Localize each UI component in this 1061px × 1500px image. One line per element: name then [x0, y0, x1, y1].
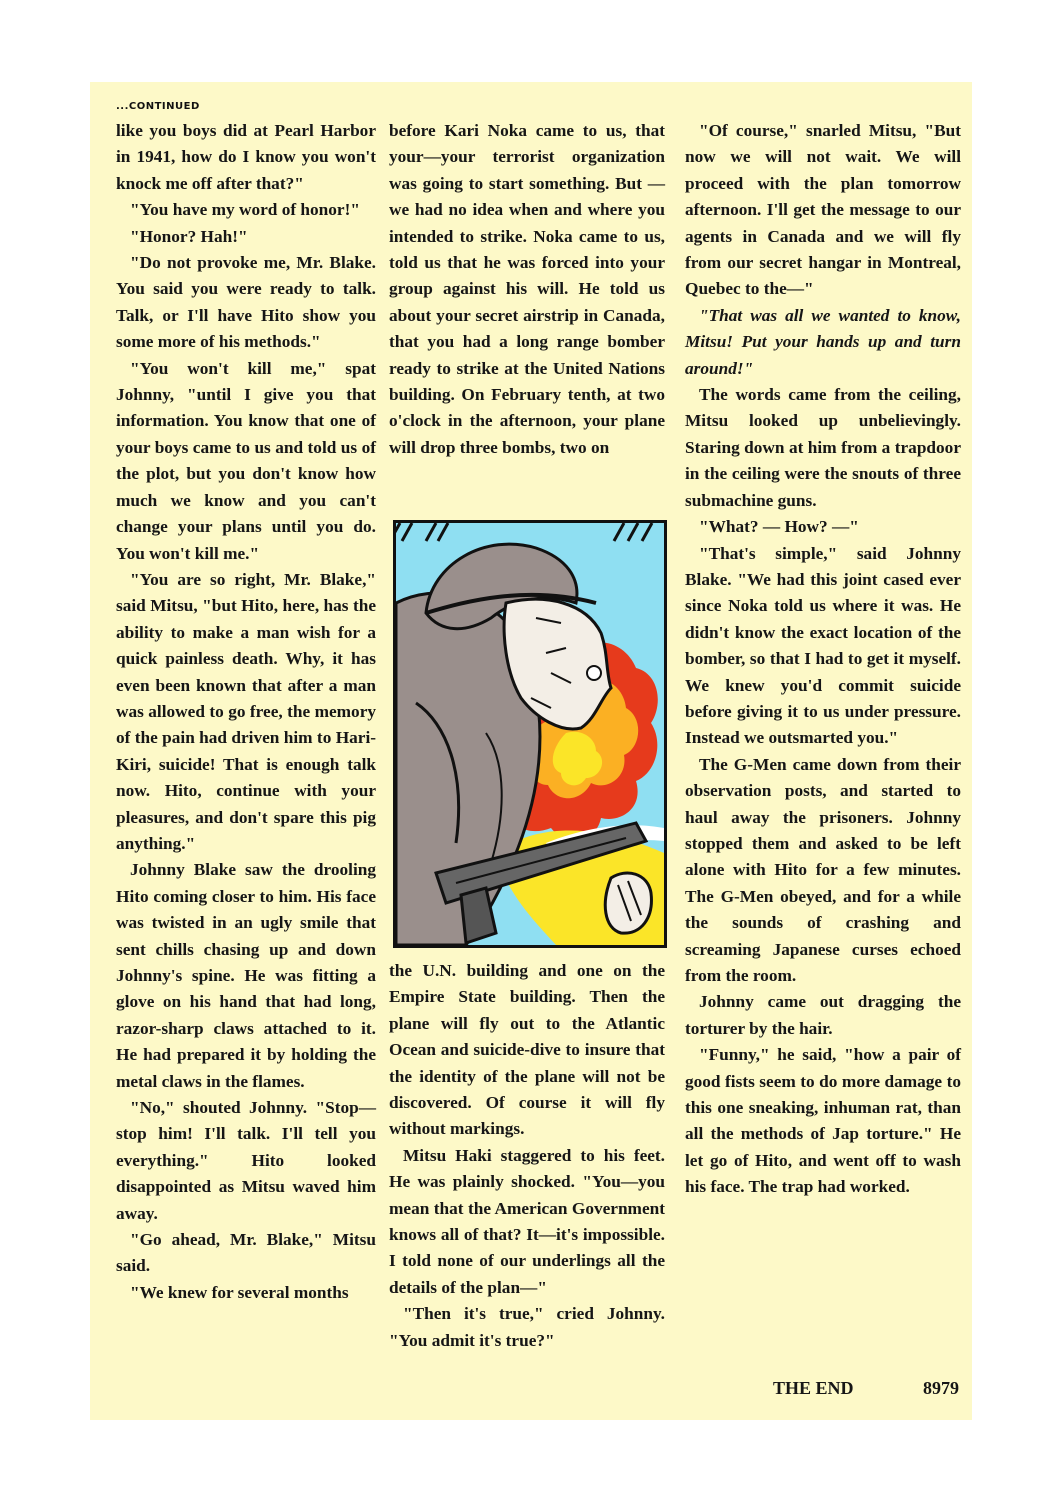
- the-end-label: THE END: [773, 1378, 854, 1398]
- paragraph: "Funny," he said, "how a pair of good fists seem to do more damage to this one sneaking, inhuman rat, than all the methods of Jap torture." He let go of Hito, and went off to wash his face. The trap had worked.: [685, 1045, 961, 1197]
- text-column-2-top: [389, 118, 665, 461]
- paragraph: The words came from the ceiling, Mitsu looked up unbelievingly. Staring down at him from a trapdoor in the ceiling were the snouts of three submachine guns.: [685, 385, 961, 510]
- paragraph: like you boys did at Pearl Harbor in 1941, how do I know you won't knock me off after that?": [116, 121, 376, 193]
- paragraph: "Do not provoke me, Mr. Blake. You said you were ready to talk. Talk, or I'll have Hito show you some more of his methods.": [116, 253, 376, 352]
- paragraph: the U.N. building and one on the Empire State building. Then the plane will fly out to the Atlantic Ocean and suicide-dive to insure that the identity of the plane will not be discovered. Of course it will fly without markings.: [389, 961, 665, 1139]
- paragraph: "You won't kill me," spat Johnny, "until I give you that information. You know that one of your boys came to us and told us of the plot, but you don't know how much we know and you can't change your plans until you do. You won't kill me.": [116, 358, 376, 563]
- text-column-2-bottom: [389, 958, 665, 1354]
- paragraph: "Go ahead, Mr. Blake," Mitsu said.: [116, 1230, 376, 1276]
- continued-label: ...CONTINUED: [116, 101, 200, 112]
- comic-panel-illustration: [393, 520, 667, 948]
- paragraph: before Kari Noka came to us, that your—your terrorist organization was going to start something. But — we had no idea when and where you intended to strike. Noka came to us, told us that he was forced into your group against his will. He told us about your secret airstrip in Canada, that you had a long range bomber ready to strike at the United Nations building. On February tenth, at two o'clock in the afternoon, your plane will drop three bombs, two on: [389, 121, 665, 457]
- paragraph: Mitsu Haki staggered to his feet. He was plainly shocked. "You—you mean that the American Government knows all of that? It—it's impossible. I told none of our underlings all the details of the plan—": [389, 1145, 665, 1297]
- text-column-3: [685, 118, 961, 1201]
- paragraph: "Of course," snarled Mitsu, "But now we will not wait. We will proceed with the plan tomorrow afternoon. I'll get the message to our agents in Canada and we will fly from our secret hangar in Montreal, Quebec to the—": [685, 121, 961, 299]
- paragraph: "That's simple," said Johnny Blake. "We had this joint cased ever since Noka told us where it was. He didn't know the exact location of the bomber, so that I had to get it myself. We knew you'd commit suicide before giving it to us under pressure. Instead we outsmarted you.": [685, 543, 961, 748]
- paragraph: "You are so right, Mr. Blake," said Mitsu, "but Hito, here, has the ability to make a man wish for a quick painless death. Why, it has even been known that after a man was allowed to go free, the memory of the pain had driven him to Hari-Kiri, suicide! That is enough talk now. Hito, continue with your pleasures, and don't spare this pig anything.": [116, 569, 376, 853]
- paragraph: "What? — How? —": [699, 517, 859, 537]
- paragraph: The G-Men came down from their observation posts, and started to haul away the prisoners. Johnny stopped them and asked to be left alone with Hito for a few minutes. The G-Men obeyed, and for a while the sounds of crashing and screaming Japanese curses echoed from the room.: [685, 754, 961, 985]
- paragraph: "You have my word of honor!": [130, 200, 360, 220]
- paragraph: "Honor? Hah!": [130, 226, 248, 246]
- text-column-1: [116, 118, 376, 1306]
- paragraph: "No," shouted Johnny. "Stop—stop him! I'll talk. I'll tell you everything." Hito looked disappointed as Mitsu waved him away.: [116, 1098, 376, 1223]
- paragraph: "That was all we wanted to know, Mitsu! Put your hands up and turn around!": [685, 305, 961, 378]
- paragraph: Johnny came out dragging the torturer by the hair.: [685, 992, 961, 1038]
- paragraph: Johnny Blake saw the drooling Hito coming closer to him. His face was twisted in an ugly smile that sent chills chasing up and down Johnny's spine. He was fitting a glove on his hand that had long, razor-sharp claws attached to it. He had prepared it by holding the metal claws in the flames.: [116, 860, 376, 1091]
- job-number: 8979: [923, 1378, 959, 1398]
- paragraph: "Then it's true," cried Johnny. "You admit it's true?": [389, 1304, 665, 1350]
- paragraph: "We knew for several months: [130, 1282, 349, 1302]
- soldier-firing-gun-illustration: [396, 523, 664, 945]
